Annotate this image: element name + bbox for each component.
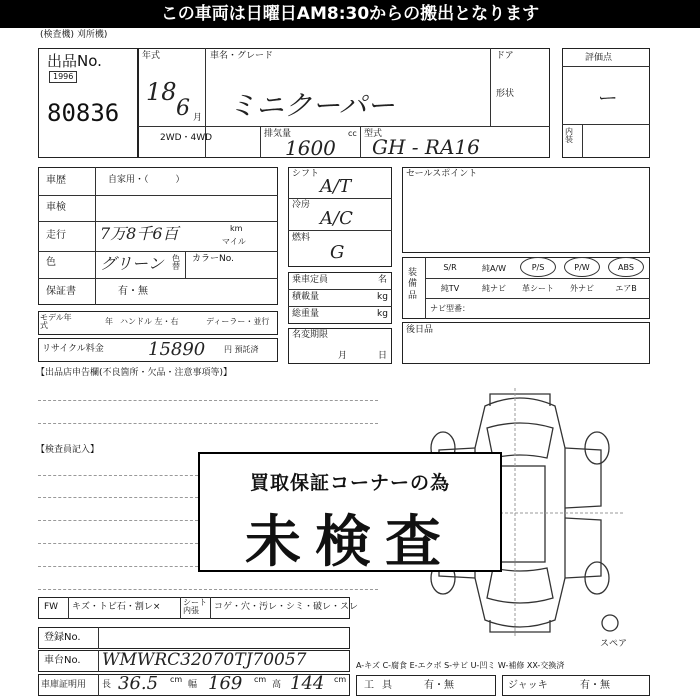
color-label: 色 [46,257,56,268]
load-unit: kg [377,292,388,302]
ac-value: A/C [320,208,353,229]
option-circle-mark [520,257,556,277]
top-label: (検査機) 刈所機) [40,30,108,40]
car-history-value: 自家用・（ ） [108,175,185,185]
model-label: 型式 [364,129,383,139]
shift-label: シフト [292,169,320,179]
grade-label: 評価点 [585,53,613,63]
option-item: 外ナビ [570,284,594,293]
car-history-label: 車歴 [46,175,66,186]
cert-label: 車庫証明用 [41,680,87,690]
damage-legend: A-キズ C-腐食 E-エクボ S-サビ U-凹ミ W-補修 XX-交換済 [356,661,565,670]
fw-label: FW [44,602,59,612]
shape-label: 形状 [496,89,515,99]
stamp-line2: 未検査 [245,510,455,575]
seat-label: シート内張 [183,598,207,615]
tools-label: 工具 [364,680,400,691]
option-item: S/R [443,263,457,272]
mileage-unit-km: km [230,224,243,233]
cert-d2-label: 幅 [188,680,198,690]
option-item: 革シート [522,284,554,293]
recycle-value: 15890 [148,339,206,360]
fw-value: キズ・トビ石・割レ× [72,602,161,612]
cert-d2: 169 [208,673,243,694]
grade-value: ー [596,86,616,110]
weight-label: 総重量 [292,309,320,319]
color-value: グリーン [100,254,164,273]
color-no-label: カラーNo. [192,254,234,264]
inspection-label: 車検 [46,202,66,213]
equipment-label: 装備品 [408,268,418,301]
fuel-value: G [330,242,345,263]
month-unit: 月 [193,113,203,123]
door-label: ドア [496,51,514,61]
cert-unit-3: cm [334,675,347,684]
no-inspection-stamp [198,452,502,575]
option-item: ABS [618,263,634,272]
lot-number: 80836 [47,99,120,127]
mileage-label: 走行 [46,230,66,241]
fuel-label: 燃料 [292,233,311,243]
model-value: GH - RA16 [372,135,480,159]
load-label: 積載量 [292,292,320,302]
jack-label: ジャッキ [508,680,548,691]
model-year-label: モデル年式 [40,313,72,330]
ac-label: 冷房 [292,200,311,210]
option-item: P/S [531,263,545,272]
sales-label: セールスポイント [406,169,478,179]
weight-unit: kg [377,309,388,319]
navi-label: ナビ型番： [430,304,470,313]
option-item: P/W [574,263,590,272]
recycle-unit: 円 預託済 [224,345,259,354]
cert-unit-2: cm [254,675,267,684]
mileage-unit-mile: マイル [222,237,246,246]
drive-label: 2WD・4WD [160,133,213,143]
spare-label: スペア [600,639,628,649]
dealer-label: ディーラー・並行 [206,317,270,326]
cert-d3-label: 高 [272,680,282,690]
capacity-unit: 名 [378,275,388,285]
name-value: ミニクーパー [228,89,395,122]
cert-d3: 144 [290,673,325,694]
displacement-unit: cc [348,129,357,138]
seat-value: コゲ・穴・汚レ・シミ・破レ・スレ [214,602,359,612]
option-circle-mark [608,257,644,277]
stamp-line1: 買取保証コーナーの為 [249,472,450,494]
displacement-value: 1600 [285,136,336,160]
cert-unit-1: cm [170,675,183,684]
option-circle-mark [564,257,600,277]
later-label: 後日品 [406,325,434,335]
vin-value: WMWRC32070TJ70057 [102,650,307,670]
inspector-label: 【検査員記入】 [36,445,100,455]
month-value: 6 [176,96,190,121]
interior-label: 内装 [565,127,573,144]
option-item: 純A/W [481,264,507,273]
reg-label: 登録No. [44,632,81,643]
cert-d1-label: 長 [102,680,112,690]
option-item: 純ナビ [482,284,506,293]
shift-value: A/T [320,176,352,197]
mileage-value: 7万8千6百 [100,224,179,243]
change-day: 日 [378,351,388,361]
reg-row [38,627,350,649]
recycle-label: リサイクル料金 [42,344,104,354]
year-value: 18 [146,78,177,106]
handle-label: ハンドル 左・右 [120,317,179,326]
change-label: 名変期限 [292,330,329,340]
option-item: エアB [615,284,637,293]
model-year-unit: 年 [105,317,113,326]
sales-box [402,167,650,253]
capacity-label: 乗車定員 [292,275,329,285]
year-label: 年式 [142,51,161,61]
lot-label: 出品No. [47,52,102,70]
color-change-label: 色替 [172,254,180,271]
jack-value: 有・無 [580,680,610,691]
lot-year: 1996 [49,71,77,83]
displacement-label: 排気量 [264,129,292,139]
warranty-value: 有・無 [118,286,148,297]
tools-value: 有・無 [424,680,454,691]
later-box [402,322,650,364]
declaration-label: 【出品店申告欄(不良箇所・欠品・注意事項等)】 [36,368,233,378]
warranty-label: 保証書 [46,286,76,297]
option-item: 純TV [440,284,460,293]
vin-label: 車台No. [44,655,81,666]
lot-box [38,48,138,158]
name-label: 車名・グレード [210,51,274,61]
cert-d1: 36.5 [118,673,159,694]
banner: この車両は日曜日AM8:30からの搬出となります [0,0,700,28]
change-month: 月 [338,351,348,361]
